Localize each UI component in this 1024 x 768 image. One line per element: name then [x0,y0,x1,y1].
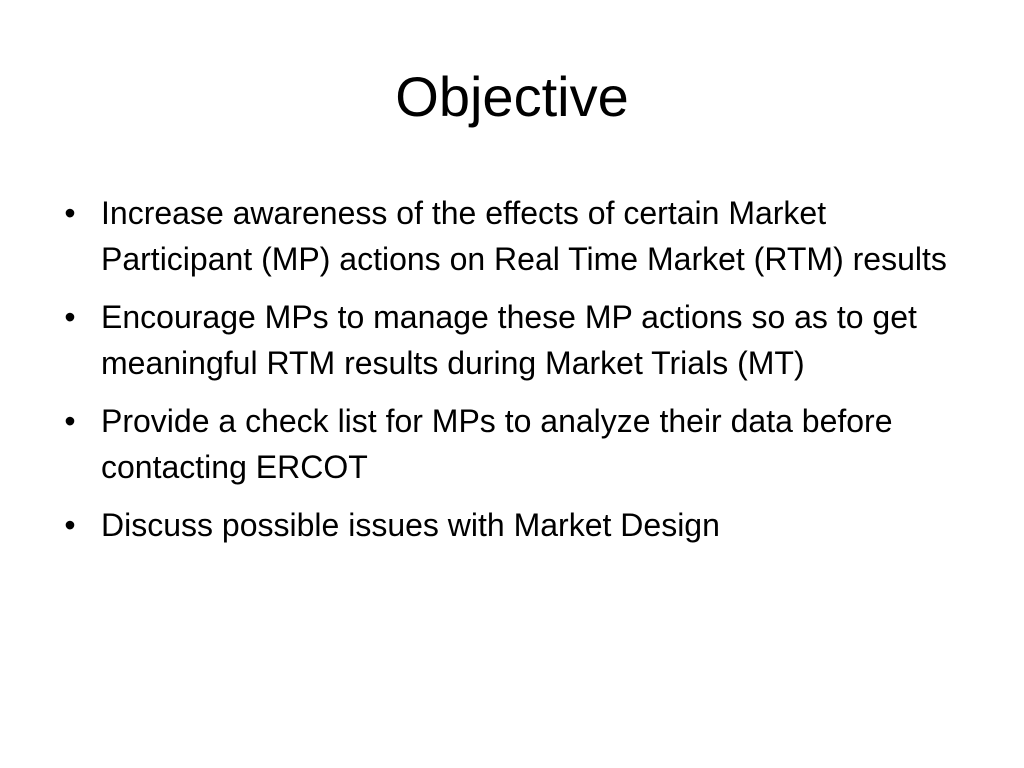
bullet-item [55,190,975,282]
bullet-list [55,190,975,560]
bullet-item [55,502,975,548]
bullet-text: Encourage MPs to manage these MP actions so as to get meaningful RTM results during Market Trials (MT) [101,299,917,381]
bullet-icon: • [64,403,76,439]
bullet-icon: • [64,195,76,231]
bullet-icon: • [64,507,76,543]
slide-title: Objective [395,65,629,128]
bullet-text: Discuss possible issues with Market Design [101,507,720,543]
bullet-item [55,294,975,386]
bullet-text: Provide a check list for MPs to analyze their data before contacting ERCOT [101,403,893,485]
bullet-icon: • [64,299,76,335]
bullet-text: Increase awareness of the effects of certain Market Participant (MP) actions on Real Time Market (RTM) results [101,195,947,277]
bullet-item [55,398,975,490]
